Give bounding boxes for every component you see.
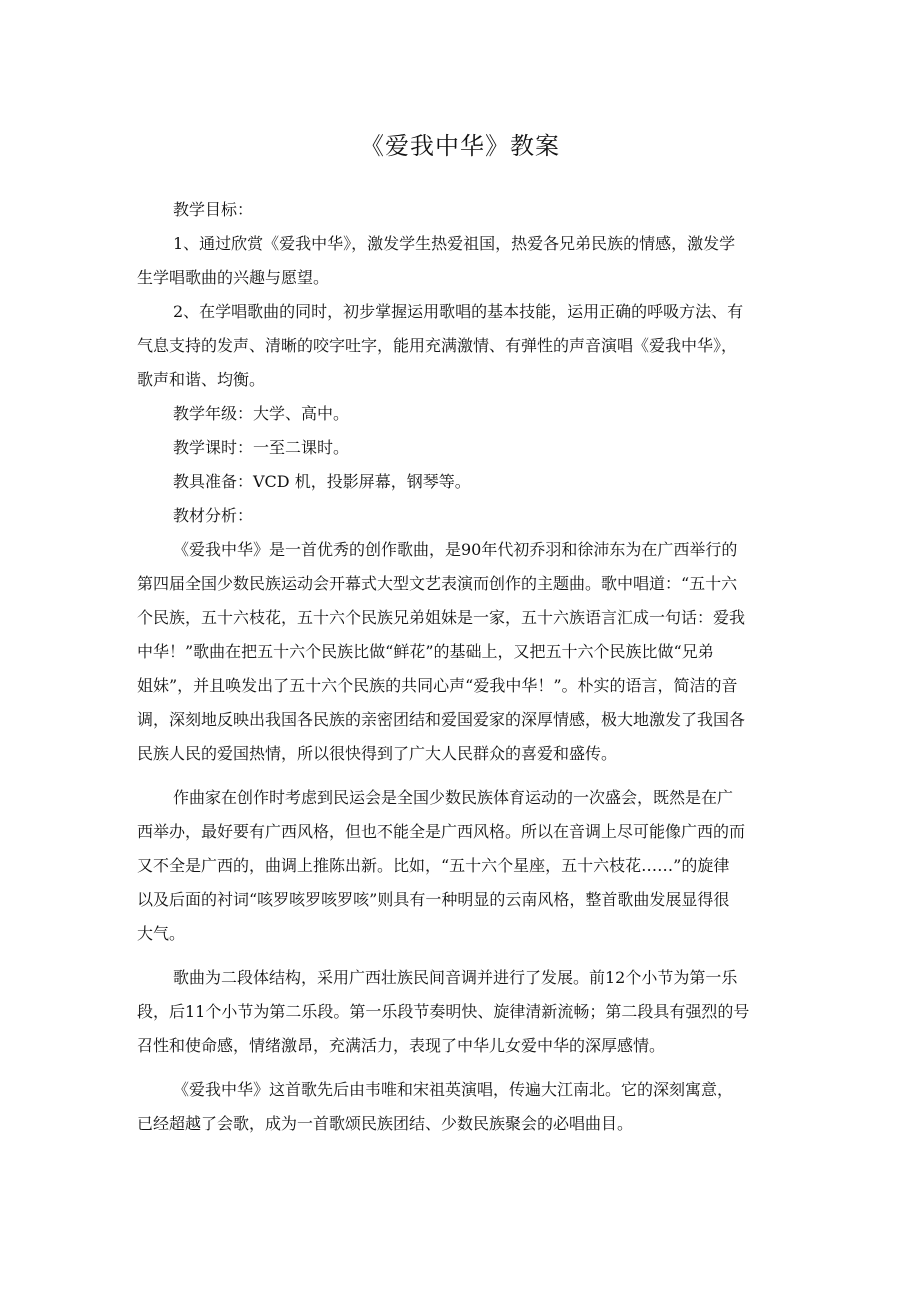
text-line: 召性和使命感，情绪激昂，充满活力，表现了中华儿女爱中华的深厚感情。	[137, 1036, 666, 1055]
text-line: 个民族，五十六枝花，五十六个民族兄弟姐妹是一家，五十六族语言汇成一句话：爱我	[137, 608, 746, 627]
paragraph-gap	[137, 951, 787, 961]
paragraph-objectives-heading	[137, 193, 787, 227]
text-line: 2、在学唱歌曲的同时，初步掌握运用歌唱的基本技能，运用正确的呼吸方法、有	[173, 302, 744, 321]
text-line: 1、通过欣赏《爱我中华》，激发学生热爱祖国，热爱各兄弟民族的情感，激发学	[173, 234, 736, 253]
text-line: 姐妹”，并且唤发出了五十六个民族的共同心声“爱我中华！”。朴实的语言，简洁的音	[137, 676, 738, 695]
paragraph-composition-style	[137, 781, 787, 951]
paragraph-objective-2	[137, 295, 787, 397]
paragraph-teaching-tools	[137, 465, 787, 499]
text-line: 教材分析：	[173, 506, 254, 525]
text-line: 中华！”歌曲在把五十六个民族比做“鲜花”的基础上，又把五十六个民族比做“兄弟	[137, 642, 714, 661]
paragraph-performance-history	[137, 1073, 787, 1141]
paragraph-gap	[137, 771, 787, 781]
text-line: 《爱我中华》是一首优秀的创作歌曲，是90年代初乔羽和徐沛东为在广西举行的	[173, 540, 738, 559]
text-line: 教学年级：大学、高中。	[173, 404, 350, 423]
text-line: 以及后面的衬词“咳罗咳罗咳罗咳”则具有一种明显的云南风格，整首歌曲发展显得很	[137, 890, 730, 909]
text-line: 西举办，最好要有广西风格，但也不能全是广西风格。所以在音调上尽可能像广西的而	[137, 822, 746, 841]
paragraph-teaching-grade	[137, 397, 787, 431]
text-line: 作曲家在创作时考虑到民运会是全国少数民族体育运动的一次盛会，既然是在广	[173, 788, 734, 807]
text-line: 段，后11个小节为第二乐段。第一乐段节奏明快、旋律清新流畅；第二段具有强烈的号	[137, 1002, 750, 1021]
text-line: 教具准备：VCD 机，投影屏幕，钢琴等。	[173, 472, 471, 491]
text-line: 歌曲为二段体结构，采用广西壮族民间音调并进行了发展。前12个小节为第一乐	[173, 968, 738, 987]
document-body	[137, 193, 787, 1141]
text-line: 已经超越了会歌，成为一首歌颂民族团结、少数民族聚会的必唱曲目。	[137, 1114, 634, 1133]
text-line: 大气。	[137, 924, 186, 943]
paragraph-class-hours	[137, 431, 787, 465]
text-line: 生学唱歌曲的兴趣与愿望。	[137, 268, 330, 287]
paragraph-objective-1	[137, 227, 787, 295]
text-line: 《爱我中华》这首歌先后由韦唯和宋祖英演唱，传遍大江南北。它的深刻寓意，	[173, 1080, 734, 1099]
paragraph-material-analysis-heading	[137, 499, 787, 533]
document-title: 《爱我中华》教案	[360, 132, 560, 160]
paragraph-song-structure	[137, 961, 787, 1063]
text-line: 教学课时：一至二课时。	[173, 438, 350, 457]
paragraph-song-introduction	[137, 533, 787, 771]
text-line: 歌声和谐、均衡。	[137, 370, 266, 389]
text-line: 气息支持的发声、清晰的咬字吐字，能用充满激情、有弹性的声音演唱《爱我中华》，	[137, 336, 738, 355]
text-line: 第四届全国少数民族运动会开幕式大型文艺表演而创作的主题曲。歌中唱道：“五十六	[137, 574, 738, 593]
text-line: 教学目标：	[173, 200, 254, 219]
paragraph-gap	[137, 1063, 787, 1073]
text-line: 调，深刻地反映出我国各民族的亲密团结和爱国爱家的深厚情感，极大地激发了我国各	[137, 710, 746, 729]
text-line: 又不全是广西的，曲调上推陈出新。比如，“五十六个星座，五十六枝花……”的旋律	[137, 856, 730, 875]
text-line: 民族人民的爱国热情，所以很快得到了广大人民群众的喜爱和盛传。	[137, 744, 618, 763]
